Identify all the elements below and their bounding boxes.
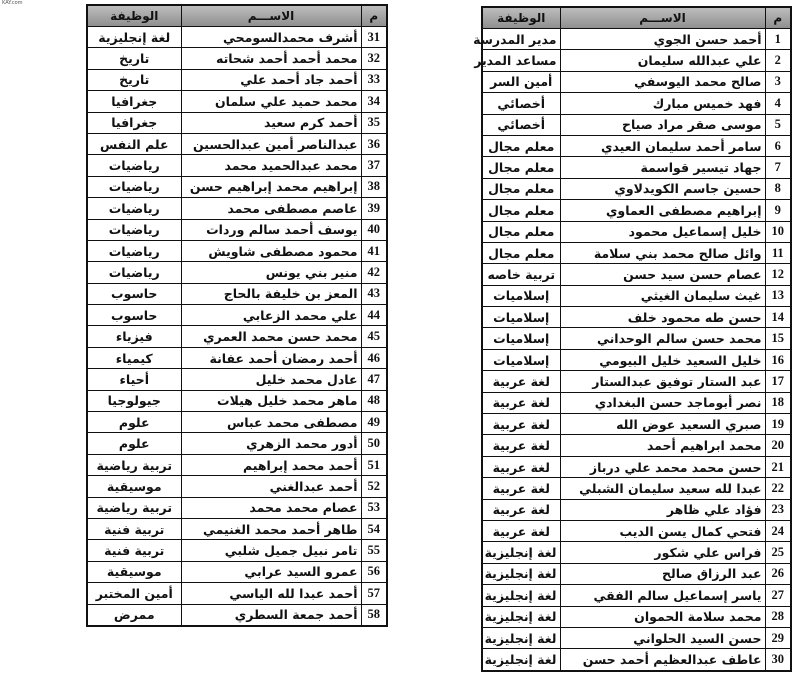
header-number: م	[765, 7, 791, 29]
table-row	[482, 264, 791, 285]
row-name: محمد حسن سالم الوحداني	[560, 328, 765, 349]
row-name: محمد أحمد أحمد شحاته	[181, 48, 361, 69]
table-row	[87, 69, 387, 90]
row-number: 4	[765, 93, 791, 114]
row-job: لغة إنجليزية	[482, 542, 560, 563]
row-number: 11	[765, 242, 791, 263]
table-row	[482, 627, 791, 648]
row-number: 46	[361, 347, 387, 368]
row-name: المعز بن خليفة بالحاج	[181, 283, 361, 304]
row-job: موسيقية	[87, 476, 181, 497]
table-row	[482, 114, 791, 135]
row-name: أحمد عبدالغني	[181, 476, 361, 497]
row-job: لغة إنجليزية	[482, 649, 560, 671]
row-number: 32	[361, 48, 387, 69]
row-name: فراس علي شكور	[560, 542, 765, 563]
row-job: لغة عربية	[482, 478, 560, 499]
table-row	[87, 476, 387, 497]
table-row	[482, 285, 791, 306]
row-name: نصر أبوماجد حسن البغدادي	[560, 392, 765, 413]
table-row	[482, 349, 791, 370]
row-number: 12	[765, 264, 791, 285]
row-number: 49	[361, 412, 387, 433]
row-name: علي محمد الزعابي	[181, 305, 361, 326]
table-row	[482, 221, 791, 242]
row-name: عبدا لله سعيد سليمان الشبلي	[560, 478, 765, 499]
row-number: 58	[361, 604, 387, 626]
row-number: 37	[361, 155, 387, 176]
row-number: 16	[765, 349, 791, 370]
row-number: 26	[765, 563, 791, 584]
row-job: تربية خاصه	[482, 264, 560, 285]
row-job: موسيقية	[87, 561, 181, 582]
row-job: معلم مجال	[482, 200, 560, 221]
row-job: كيمياء	[87, 347, 181, 368]
table-row	[87, 283, 387, 304]
table-row	[482, 50, 791, 71]
table-row	[87, 262, 387, 283]
row-number: 8	[765, 178, 791, 199]
table-row	[482, 456, 791, 477]
row-number: 52	[361, 476, 387, 497]
row-name: يوسف أحمد سالم وردات	[181, 219, 361, 240]
row-number: 40	[361, 219, 387, 240]
row-name: إبراهيم مصطفى العماوي	[560, 200, 765, 221]
row-name: علي عبدالله سليمان	[560, 50, 765, 71]
row-name: عادل محمد خليل	[181, 369, 361, 390]
row-job: علوم	[87, 433, 181, 454]
row-number: 9	[765, 200, 791, 221]
table-row	[87, 497, 387, 518]
table-row	[87, 347, 387, 368]
row-name: فتحي كمال يسن الديب	[560, 520, 765, 541]
row-job: ممرض	[87, 604, 181, 626]
header-job: الوظيفة	[87, 5, 181, 27]
row-name: ماهر محمد خليل هيلات	[181, 390, 361, 411]
row-name: أحمد كرم سعيد	[181, 112, 361, 133]
row-job: جيولوجيا	[87, 390, 181, 411]
row-job: جغرافيا	[87, 112, 181, 133]
row-job: معلم مجال	[482, 157, 560, 178]
row-number: 30	[765, 649, 791, 671]
row-number: 41	[361, 240, 387, 261]
row-number: 3	[765, 71, 791, 92]
row-job: معلم مجال	[482, 135, 560, 156]
row-number: 19	[765, 414, 791, 435]
row-name: تامر نبيل جميل شلبي	[181, 540, 361, 561]
row-name: محمد عبدالحميد محمد	[181, 155, 361, 176]
row-number: 33	[361, 69, 387, 90]
row-number: 28	[765, 606, 791, 627]
row-name: عبد الستار توفيق عبدالستار	[560, 371, 765, 392]
row-job: إسلاميات	[482, 328, 560, 349]
row-job: لغة عربية	[482, 371, 560, 392]
row-job: معلم مجال	[482, 242, 560, 263]
table-row	[87, 540, 387, 561]
row-job: حاسوب	[87, 283, 181, 304]
row-name: أحمد جمعة السطري	[181, 604, 361, 626]
table-row	[482, 606, 791, 627]
table-row	[87, 561, 387, 582]
row-name: أدور محمد الزهري	[181, 433, 361, 454]
row-job: إسلاميات	[482, 349, 560, 370]
row-job: تربية رياضية	[87, 454, 181, 475]
row-number: 15	[765, 328, 791, 349]
table-row	[87, 390, 387, 411]
staff-table-left	[86, 4, 388, 627]
row-job: لغة إنجليزية	[482, 563, 560, 584]
table-row	[87, 518, 387, 539]
row-name: سامر أحمد سليمان العيدي	[560, 135, 765, 156]
row-number: 36	[361, 133, 387, 154]
table-row	[482, 542, 791, 563]
table-row	[482, 200, 791, 221]
table-row	[482, 371, 791, 392]
table-row	[482, 328, 791, 349]
table-row	[482, 414, 791, 435]
row-name: أشرف محمدالسومحي	[181, 27, 361, 48]
table-row	[87, 219, 387, 240]
row-name: موسى صقر مراد صياح	[560, 114, 765, 135]
row-job: أخصائي	[482, 93, 560, 114]
row-job: أمين السر	[482, 71, 560, 92]
row-number: 17	[765, 371, 791, 392]
row-job: مساعد المدير	[482, 50, 560, 71]
row-job: إسلاميات	[482, 285, 560, 306]
row-name: فؤاد علي ظاهر	[560, 499, 765, 520]
row-name: عمرو السيد عرابي	[181, 561, 361, 582]
table-row	[482, 178, 791, 199]
row-number: 10	[765, 221, 791, 242]
row-job: لغة عربية	[482, 520, 560, 541]
row-job: لغة عربية	[482, 456, 560, 477]
row-number: 31	[361, 27, 387, 48]
row-job: تربية فنية	[87, 518, 181, 539]
table-row	[87, 240, 387, 261]
row-number: 42	[361, 262, 387, 283]
table-body-left	[87, 27, 387, 626]
row-name: غيث سليمان الغيثي	[560, 285, 765, 306]
row-job: فيزياء	[87, 326, 181, 347]
row-number: 18	[765, 392, 791, 413]
row-job: لغة عربية	[482, 435, 560, 456]
row-number: 43	[361, 283, 387, 304]
row-job: لغة إنجليزية	[87, 27, 181, 48]
table-header-row	[87, 5, 387, 27]
table-body-right	[473, 29, 791, 671]
watermark-text: KAY.com	[2, 0, 23, 6]
row-job: تربية فنية	[87, 540, 181, 561]
row-number: 5	[765, 114, 791, 135]
row-name: خليل السعيد خليل البيومي	[560, 349, 765, 370]
table-row	[87, 326, 387, 347]
row-name: عبدالناصر أمين عبدالحسين	[181, 133, 361, 154]
row-name: محمد حسن محمد العمري	[181, 326, 361, 347]
row-name: خليل إسماعيل محمود	[560, 221, 765, 242]
row-name: منير بني يونس	[181, 262, 361, 283]
row-number: 55	[361, 540, 387, 561]
row-job: رياضيات	[87, 155, 181, 176]
row-name: حسن محمد محمد علي درباز	[560, 456, 765, 477]
table-row	[482, 307, 791, 328]
row-name: وائل صالح محمد بني سلامة	[560, 242, 765, 263]
table-row	[482, 563, 791, 584]
row-number: 45	[361, 326, 387, 347]
table-row	[87, 112, 387, 133]
row-number: 14	[765, 307, 791, 328]
row-job: لغة إنجليزية	[482, 627, 560, 648]
row-number: 34	[361, 91, 387, 112]
row-name: صالح محمد اليوسفي	[560, 71, 765, 92]
row-name: حسن طه محمود خلف	[560, 307, 765, 328]
staff-table-right	[473, 6, 792, 672]
table-row	[87, 433, 387, 454]
row-number: 1	[765, 29, 791, 50]
table-row	[87, 305, 387, 326]
table-header-row	[482, 7, 791, 29]
row-number: 24	[765, 520, 791, 541]
row-name: أحمد محمد إبراهيم	[181, 454, 361, 475]
table-row	[87, 133, 387, 154]
table-row	[482, 649, 791, 671]
table-row	[87, 583, 387, 604]
row-name: عاصم مصطفى محمد	[181, 198, 361, 219]
row-number: 51	[361, 454, 387, 475]
row-job: لغة إنجليزية	[482, 585, 560, 606]
row-job: معلم مجال	[482, 221, 560, 242]
row-name: محمود مصطفى شاويش	[181, 240, 361, 261]
row-name: عصام حسن سيد حسن	[560, 264, 765, 285]
table-row	[482, 135, 791, 156]
table-row	[87, 176, 387, 197]
row-name: ياسر إسماعيل سالم الفقي	[560, 585, 765, 606]
row-job: رياضيات	[87, 219, 181, 240]
row-number: 39	[361, 198, 387, 219]
row-number: 25	[765, 542, 791, 563]
row-job: لغة عربية	[482, 392, 560, 413]
table-row	[482, 478, 791, 499]
row-job: معلم مجال	[482, 178, 560, 199]
row-name: فهد خميس مبارك	[560, 93, 765, 114]
table-row	[482, 435, 791, 456]
row-job: مدير المدرسة	[482, 29, 560, 50]
row-name: محمد سلامة الحموان	[560, 606, 765, 627]
row-name: إبراهيم محمد إبراهيم حسن	[181, 176, 361, 197]
row-number: 44	[361, 305, 387, 326]
table-row	[87, 27, 387, 48]
table-row	[482, 93, 791, 114]
row-number: 22	[765, 478, 791, 499]
row-name: عصام محمد محمد	[181, 497, 361, 518]
row-job: رياضيات	[87, 262, 181, 283]
row-number: 13	[765, 285, 791, 306]
row-job: رياضيات	[87, 198, 181, 219]
row-job: حاسوب	[87, 305, 181, 326]
row-name: جهاد تيسير قواسمة	[560, 157, 765, 178]
row-number: 21	[765, 456, 791, 477]
row-number: 35	[361, 112, 387, 133]
row-number: 20	[765, 435, 791, 456]
row-name: محمد ابراهيم أحمد	[560, 435, 765, 456]
row-job: تربية رياضية	[87, 497, 181, 518]
table-row	[482, 499, 791, 520]
row-name: أحمد رمضان أحمد عفانة	[181, 347, 361, 368]
row-number: 23	[765, 499, 791, 520]
table-row	[87, 412, 387, 433]
header-name: الاســـم	[560, 7, 765, 29]
table-row	[482, 585, 791, 606]
row-job: لغة عربية	[482, 414, 560, 435]
row-job: رياضيات	[87, 240, 181, 261]
row-number: 47	[361, 369, 387, 390]
row-number: 54	[361, 518, 387, 539]
row-number: 57	[361, 583, 387, 604]
row-job: تاريخ	[87, 69, 181, 90]
table-row	[482, 157, 791, 178]
row-number: 38	[361, 176, 387, 197]
table-row	[482, 520, 791, 541]
row-job: علم النفس	[87, 133, 181, 154]
row-name: صبري السعيد عوض الله	[560, 414, 765, 435]
row-number: 50	[361, 433, 387, 454]
row-number: 6	[765, 135, 791, 156]
row-number: 2	[765, 50, 791, 71]
table-row	[87, 91, 387, 112]
table-row	[87, 155, 387, 176]
row-name: طاهر أحمد محمد الغنيمي	[181, 518, 361, 539]
row-job: لغة إنجليزية	[482, 606, 560, 627]
header-job: الوظيفة	[482, 7, 560, 29]
table-row	[87, 454, 387, 475]
row-number: 56	[361, 561, 387, 582]
table-row	[482, 392, 791, 413]
row-name: محمد حميد علي سلمان	[181, 91, 361, 112]
row-job: علوم	[87, 412, 181, 433]
row-name: مصطفى محمد عباس	[181, 412, 361, 433]
header-name: الاســـم	[181, 5, 361, 27]
row-job: رياضيات	[87, 176, 181, 197]
row-number: 29	[765, 627, 791, 648]
row-number: 53	[361, 497, 387, 518]
row-job: جغرافيا	[87, 91, 181, 112]
row-name: عاطف عبدالعظيم أحمد حسن	[560, 649, 765, 671]
row-job: تاريخ	[87, 48, 181, 69]
table-row	[482, 71, 791, 92]
table-row	[87, 604, 387, 626]
row-job: لغة عربية	[482, 499, 560, 520]
header-number: م	[361, 5, 387, 27]
row-job: إسلاميات	[482, 307, 560, 328]
table-row	[87, 48, 387, 69]
row-number: 48	[361, 390, 387, 411]
row-name: عبد الرزاق صالح	[560, 563, 765, 584]
table-row	[482, 29, 791, 50]
row-job: أحياء	[87, 369, 181, 390]
row-job: أمين المختبر	[87, 583, 181, 604]
row-name: حسن السيد الحلواني	[560, 627, 765, 648]
row-number: 27	[765, 585, 791, 606]
row-job: أخصائي	[482, 114, 560, 135]
table-row	[482, 242, 791, 263]
row-number: 7	[765, 157, 791, 178]
row-name: أحمد عبدا لله الياسي	[181, 583, 361, 604]
row-name: حسين جاسم الكويدلاوي	[560, 178, 765, 199]
table-row	[87, 198, 387, 219]
table-row	[87, 369, 387, 390]
row-name: أحمد حسن الجوي	[560, 29, 765, 50]
row-name: أحمد جاد أحمد علي	[181, 69, 361, 90]
